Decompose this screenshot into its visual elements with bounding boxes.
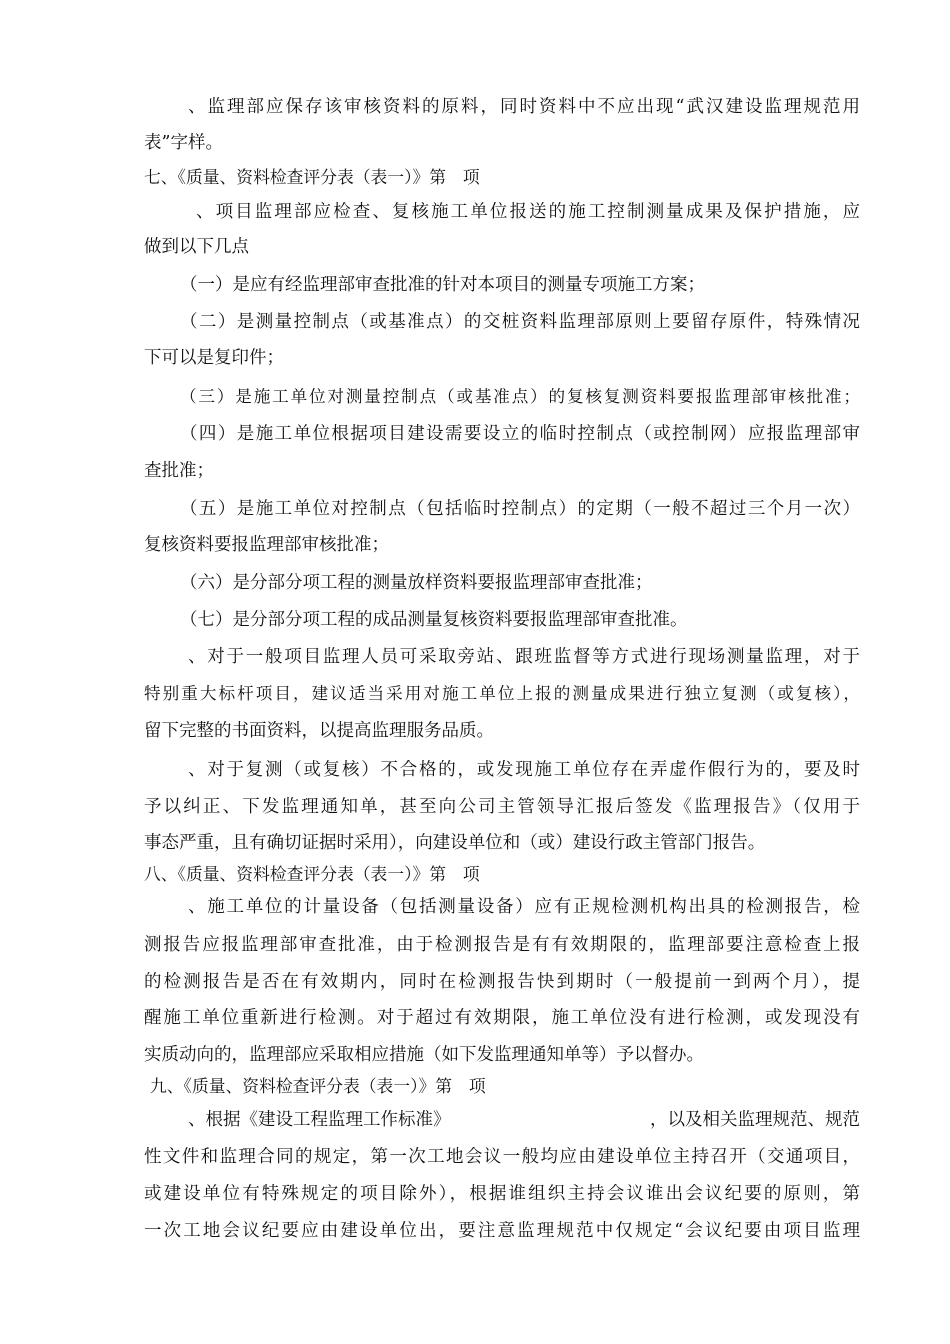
text-line: 留下完整的书面资料，以提高监理服务品质。 <box>144 721 494 741</box>
list-item: （四）是施工单位根据项目建设需要设立的临时控制点（或控制网）应报监理部审 <box>180 424 860 444</box>
section-heading: 八、《质量、资料检查评分表（表一）》第 项 <box>144 864 480 884</box>
text-line: 、对于一般项目监理人员可采取旁站、跟班监督等方式进行现场测量监理，对于 <box>188 647 860 667</box>
section-heading: 七、《质量、资料检查评分表（表一）》第 项 <box>144 167 480 187</box>
text-line: 事态严重，且有确切证据时采用），向建设单位和（或）建设行政主管部门报告。 <box>144 833 766 853</box>
text-line: 醒施工单位重新进行检测。对于超过有效期限，施工单位没有进行检测，或发现没有 <box>144 1008 860 1028</box>
text-line: 复核资料要报监理部审核批准； <box>144 535 389 555</box>
text-line: 一次工地会议纪要应由建设单位出，要注意监理规范中仅规定“会议纪要由项目监理 <box>144 1221 860 1241</box>
text-line: 、监理部应保存该审核资料的原料，同时资料中不应出现“武汉建设监理规范用 <box>188 97 860 117</box>
text-line: 、根据《建设工程监理工作标准》 <box>188 1110 451 1130</box>
text-line: 查批准； <box>144 461 214 481</box>
list-item: （七）是分部分项工程的成品测量复核资料要报监理部审查批准。 <box>180 610 688 630</box>
text-line: 下可以是复印件； <box>144 348 284 368</box>
list-item: （六）是分部分项工程的测量放样资料要报监理部审查批准； <box>180 573 653 593</box>
text-line: 性文件和监理合同的规定，第一次工地会议一般均应由建设单位主持召开（交通项目， <box>144 1147 860 1167</box>
text-line: 表”字样。 <box>144 133 223 153</box>
text-line: 、对于复测（或复核）不合格的，或发现施工单位存在弄虚作假行为的，要及时 <box>188 760 860 780</box>
list-item: （二）是测量控制点（或基准点）的交桩资料监理部原则上要留存原件，特殊情况 <box>180 312 860 332</box>
text-line: 特别重大标杆项目，建议适当采用对施工单位上报的测量成果进行独立复测（或复核）， <box>144 684 860 703</box>
text-line: 或建设单位有特殊规定的项目除外），根据谁组织主持会议谁出会议纪要的原则，第 <box>144 1184 860 1204</box>
text-line: 实质动向的，监理部应采取相应措施（如下发监理通知单等）予以督办。 <box>144 1045 704 1065</box>
text-line: 的检测报告是否在有效期内，同时在检测报告快到期时（一般提前一到两个月），提 <box>144 972 860 992</box>
list-item: （五）是施工单位对控制点（包括临时控制点）的定期（一般不超过三个月一次） <box>180 499 860 519</box>
list-item: （一）是应有经监理部审查批准的针对本项目的测量专项施工方案； <box>180 275 705 295</box>
list-item: （三）是施工单位对测量控制点（或基准点）的复核复测资料要报监理部审核批准； <box>180 387 860 406</box>
text-line: 、项目监理部应检查、复核施工单位报送的施工控制测量成果及保护措施，应 <box>196 202 860 222</box>
text-line: 、施工单位的计量设备（包括测量设备）应有正规检测机构出具的检测报告，检 <box>188 897 860 917</box>
text-line: 做到以下几点 <box>144 237 249 257</box>
text-line: 测报告应报监理部审查批准，由于检测报告是有有效期限的，监理部要注意检查上报 <box>144 935 860 955</box>
text-line: 予以纠正、下发监理通知单，甚至向公司主管领导汇报后签发《监理报告》（仅用于 <box>144 797 860 817</box>
text-line: ，以及相关监理规范、规范 <box>650 1110 860 1130</box>
section-heading: 九、《质量、资料检查评分表（表一）》第 项 <box>150 1076 486 1096</box>
